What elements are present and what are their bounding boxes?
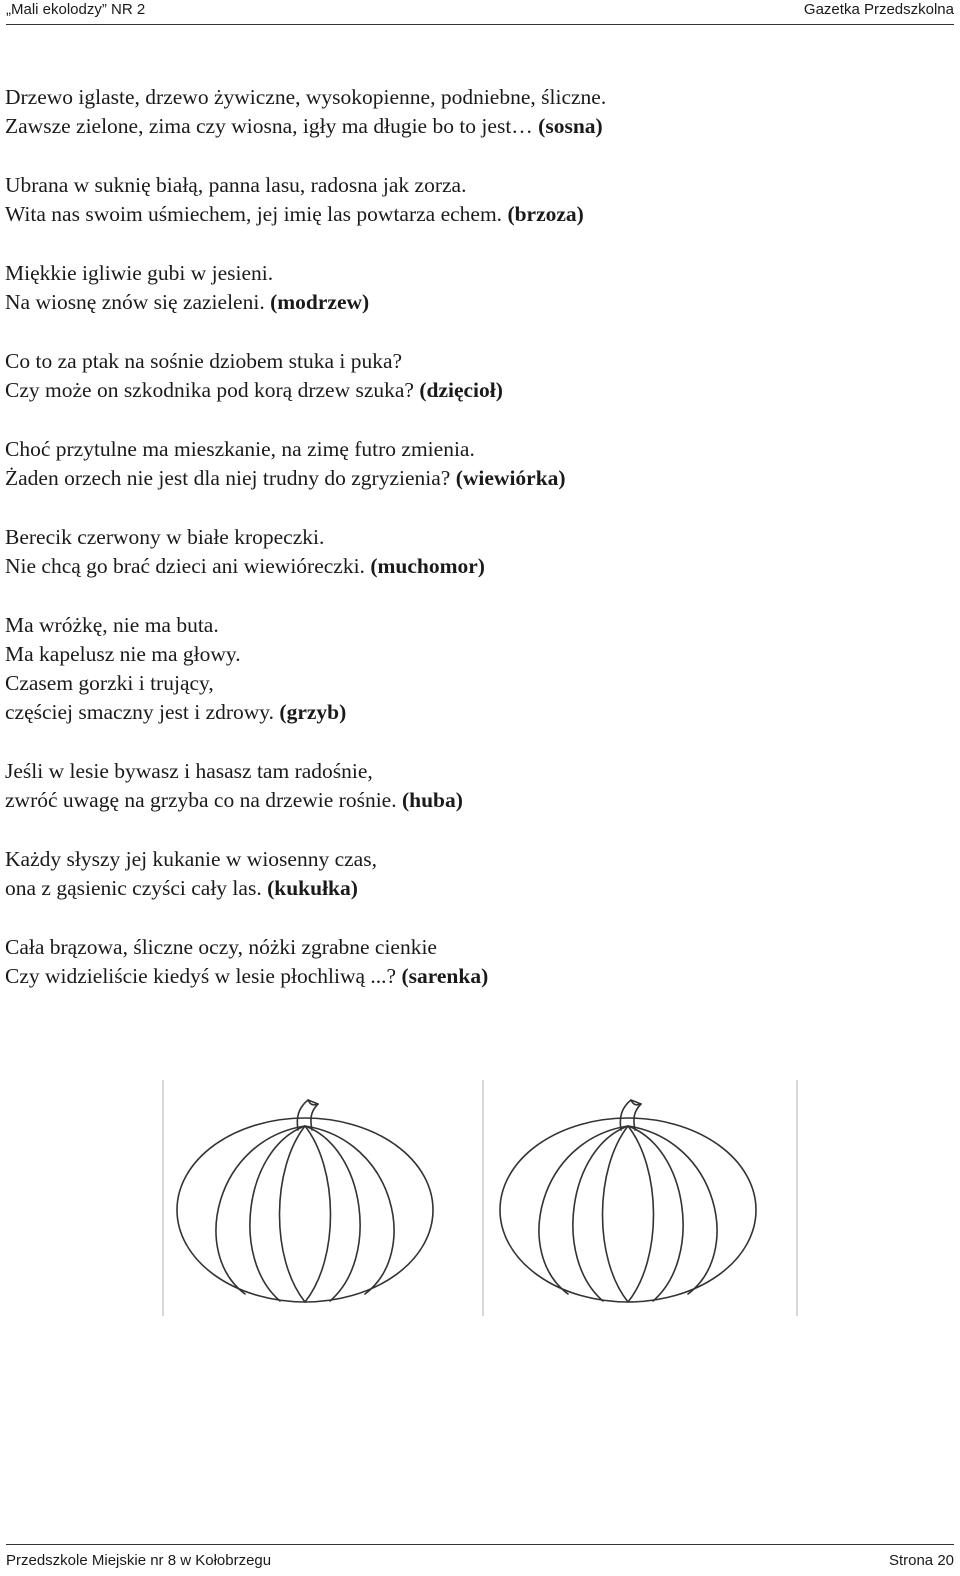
pumpkin-icon xyxy=(480,1078,800,1318)
riddle-answer: (huba) xyxy=(401,788,463,812)
riddle-answer: (wiewiórka) xyxy=(455,466,566,490)
riddle xyxy=(5,523,905,581)
riddle-line: Żaden orzech nie jest dla niej trudny do zgryzienia? (wiewiórka) xyxy=(5,466,566,490)
riddle-answer: (dzięcioł) xyxy=(419,378,503,402)
riddle xyxy=(5,435,905,493)
riddle-answer: (sarenka) xyxy=(401,964,489,988)
riddle-line: Czy może on szkodnika pod korą drzew szuka? (dzięcioł) xyxy=(5,378,503,402)
page-header xyxy=(6,0,954,24)
riddle-answer: (sosna) xyxy=(538,114,603,138)
riddle-line: Ma wróżkę, nie ma buta. xyxy=(5,613,219,637)
riddle xyxy=(5,757,905,815)
riddle xyxy=(5,171,905,229)
newsletter-type: Gazetka Przedszkolna xyxy=(803,1,954,18)
footer-divider xyxy=(6,1544,954,1545)
riddles-list xyxy=(5,83,905,991)
riddle-line: Ma kapelusz nie ma głowy. xyxy=(5,642,241,666)
riddle xyxy=(5,933,905,991)
riddle xyxy=(5,611,905,727)
riddle-line: Drzewo iglaste, drzewo żywiczne, wysokopienne, podniebne, śliczne. xyxy=(5,85,607,109)
riddle-line: ona z gąsienic czyści cały las. (kukułka) xyxy=(5,876,358,900)
riddle-line: Wita nas swoim uśmiechem, jej imię las powtarza echem. (brzoza) xyxy=(5,202,584,226)
riddle-line: Czasem gorzki i trujący, xyxy=(5,671,214,695)
riddle-answer: (grzyb) xyxy=(279,700,347,724)
riddle-answer: (brzoza) xyxy=(507,202,584,226)
riddle-line: Nie chcą go brać dzieci ani wiewióreczki. (muchomor) xyxy=(5,554,485,578)
riddle-line: Ubrana w suknię białą, panna lasu, radosna jak zorza. xyxy=(5,173,467,197)
riddle-line: Czy widzieliście kiedyś w lesie płochliwą ...? (sarenka) xyxy=(5,964,489,988)
riddle-line: Każdy słyszy jej kukanie w wiosenny czas, xyxy=(5,847,377,871)
header-divider xyxy=(6,24,954,25)
riddle-line: Zawsze zielone, zima czy wiosna, igły ma długie bo to jest… (sosna) xyxy=(5,114,603,138)
riddle-line: Berecik czerwony w białe kropeczki. xyxy=(5,525,325,549)
pumpkin-illustration xyxy=(160,1078,800,1318)
riddle-line: Na wiosnę znów się zazieleni. (modrzew) xyxy=(5,290,370,314)
page-number: Strona 20 xyxy=(888,1552,954,1569)
riddle-line: Choć przytulne ma mieszkanie, na zimę futro zmienia. xyxy=(5,437,475,461)
page-footer xyxy=(6,1544,954,1574)
pumpkin-icon xyxy=(160,1078,480,1318)
riddle xyxy=(5,347,905,405)
riddle-line: Miękkie igliwie gubi w jesieni. xyxy=(5,261,274,285)
school-name: Przedszkole Miejskie nr 8 w Kołobrzegu xyxy=(6,1552,272,1569)
riddle-line: częściej smaczny jest i zdrowy. (grzyb) xyxy=(5,700,347,724)
riddle-answer: (kukułka) xyxy=(267,876,358,900)
riddle xyxy=(5,259,905,317)
riddle-line: Co to za ptak na sośnie dziobem stuka i puka? xyxy=(5,349,403,373)
riddle-answer: (modrzew) xyxy=(270,290,370,314)
riddle xyxy=(5,845,905,903)
newsletter-title: „Mali ekolodzy” NR 2 xyxy=(6,1,146,18)
riddle xyxy=(5,83,905,141)
riddle-line: Cała brązowa, śliczne oczy, nóżki zgrabne cienkie xyxy=(5,935,437,959)
riddle-answer: (muchomor) xyxy=(370,554,485,578)
riddle-line: zwróć uwagę na grzyba co na drzewie rośnie. (huba) xyxy=(5,788,463,812)
riddle-line: Jeśli w lesie bywasz i hasasz tam radośnie, xyxy=(5,759,373,783)
